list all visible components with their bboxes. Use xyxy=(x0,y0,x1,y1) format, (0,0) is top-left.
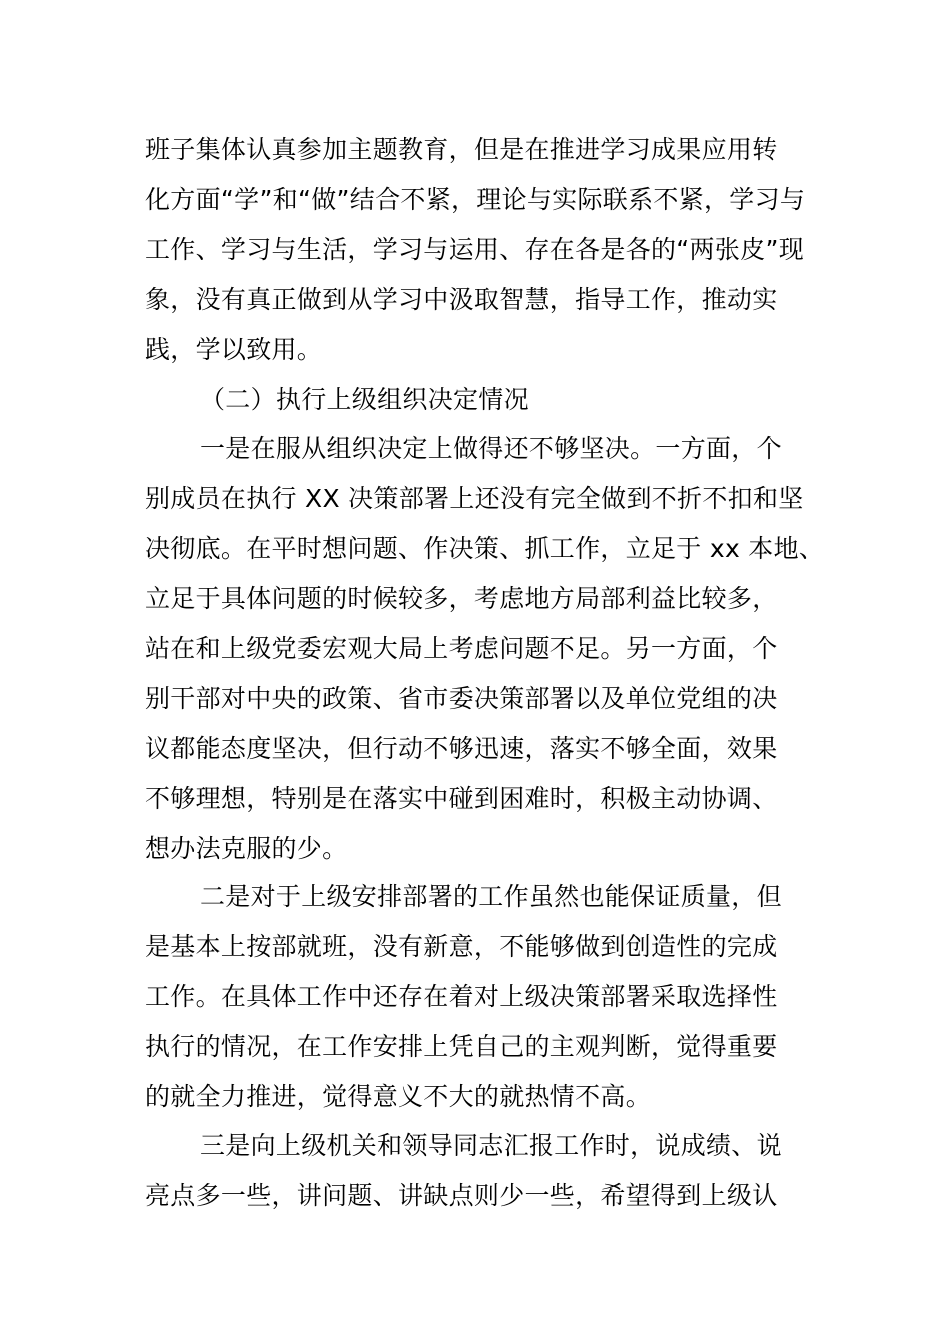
text-line: 班子集体认真参加主题教育，但是在推进学习成果应用转 xyxy=(145,135,778,164)
text-line: 想办法克服的少。 xyxy=(145,834,348,863)
text-line: 别干部对中央的政策、省市委决策部署以及单位党组的决 xyxy=(145,684,778,713)
section-heading: （二）执行上级组织决定情况 xyxy=(200,385,529,414)
text-line: 化方面“学”和“做”结合不紧，理论与实际联系不紧，学习与 xyxy=(145,185,806,214)
text-line: 是基本上按部就班，没有新意，不能够做到创造性的完成 xyxy=(145,932,778,961)
text-line: 决彻底。在平时想问题、作决策、抓工作，立足于 xx 本地、 xyxy=(145,534,825,563)
text-line: 执行的情况，在工作安排上凭自己的主观判断，觉得重要 xyxy=(145,1032,778,1061)
text-line: 别成员在执行 XX 决策部署上还没有完全做到不折不扣和坚 xyxy=(145,484,804,513)
paragraph-first-line: 一是在服从组织决定上做得还不够坚决。一方面，个 xyxy=(200,434,782,463)
text-line: 不够理想，特别是在落实中碰到困难时，积极主动协调、 xyxy=(145,784,778,813)
text-line: 象，没有真正做到从学习中汲取智慧，指导工作，推动实 xyxy=(145,285,778,314)
paragraph-first-line: 二是对于上级安排部署的工作虽然也能保证质量，但 xyxy=(200,882,782,911)
text-line: 的就全力推进，觉得意义不大的就热情不高。 xyxy=(145,1082,652,1111)
text-line: 践，学以致用。 xyxy=(145,335,323,364)
text-line: 站在和上级党委宏观大局上考虑问题不足。另一方面，个 xyxy=(145,634,778,663)
paragraph-first-line: 三是向上级机关和领导同志汇报工作时，说成绩、说 xyxy=(200,1131,782,1160)
text-line: 工作。在具体工作中还存在着对上级决策部署采取选择性 xyxy=(145,982,778,1011)
text-line: 工作、学习与生活，学习与运用、存在各是各的“两张皮”现 xyxy=(145,235,805,264)
text-line: 立足于具体问题的时候较多，考虑地方局部利益比较多， xyxy=(145,584,778,613)
text-line: 亮点多一些，讲问题、讲缺点则少一些，希望得到上级认 xyxy=(145,1181,778,1210)
text-line: 议都能态度坚决，但行动不够迅速，落实不够全面，效果 xyxy=(145,734,778,763)
